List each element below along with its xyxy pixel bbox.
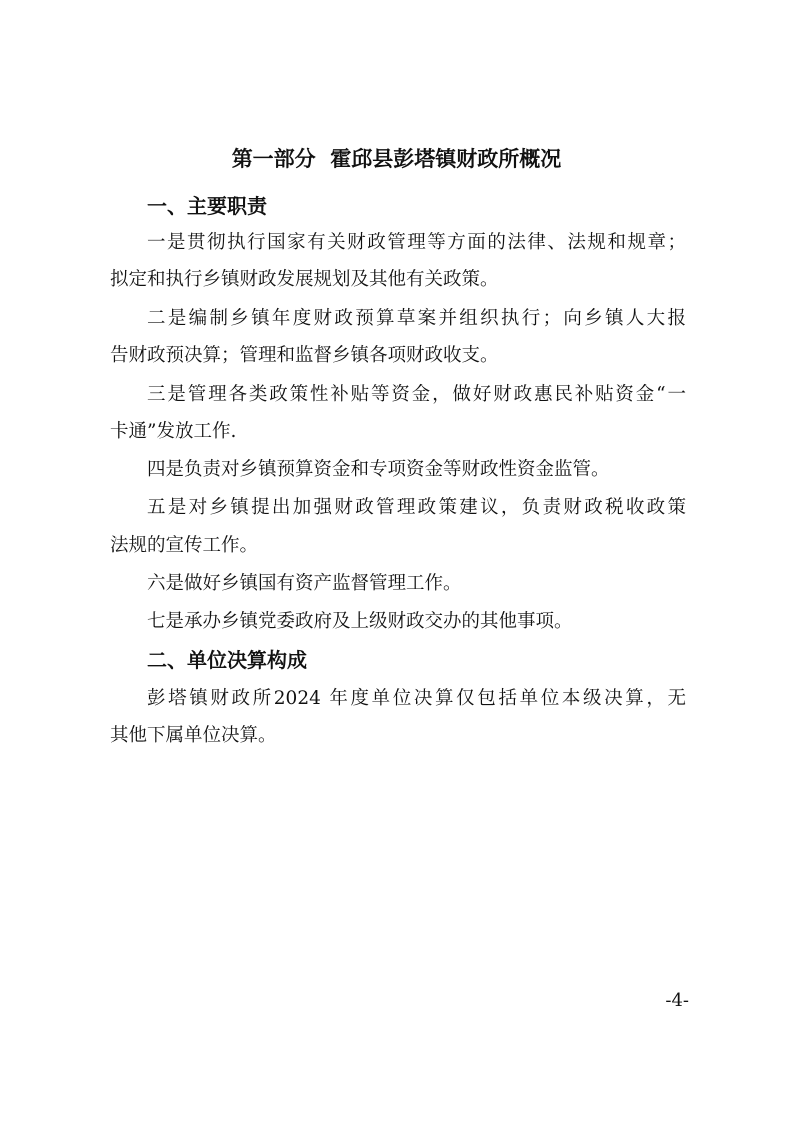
duty-line-4: 告财政预决算；管理和监督乡镇各项财政收支。	[110, 345, 499, 366]
duty-line-6: 卡通”发放工作.	[110, 421, 237, 442]
page-title: 第一部分 霍邱县彭塔镇财政所概况	[231, 147, 562, 171]
page-number: -4-	[665, 990, 689, 1011]
composition-line-1: 彭塔镇财政所2024 年度单位决算仅包括单位本级决算，无	[147, 688, 686, 709]
composition-line-2: 其他下属单位决算。	[110, 725, 277, 746]
section-heading-duties: 一、主要职责	[147, 194, 267, 218]
duty-line-8: 五是对乡镇提出加强财政管理政策建议，负责财政税收政策	[147, 497, 686, 518]
duty-line-10: 六是做好乡镇国有资产监督管理工作。	[147, 573, 462, 594]
duty-line-7: 四是负责对乡镇预算资金和专项资金等财政性资金监管。	[147, 459, 610, 480]
duty-line-3: 二是编制乡镇年度财政预算草案并组织执行；向乡镇人大报	[147, 308, 686, 329]
duty-line-1: 一是贯彻执行国家有关财政管理等方面的法律、法规和规章；	[147, 232, 686, 253]
duty-line-11: 七是承办乡镇党委政府及上级财政交办的其他事项。	[147, 611, 573, 632]
duty-line-9: 法规的宣传工作。	[110, 535, 259, 556]
duty-line-5: 三是管理各类政策性补贴等资金，做好财政惠民补贴资金“一	[147, 384, 686, 405]
section-heading-composition: 二、单位决算构成	[147, 648, 307, 672]
duty-line-2: 拟定和执行乡镇财政发展规划及其他有关政策。	[110, 269, 499, 290]
